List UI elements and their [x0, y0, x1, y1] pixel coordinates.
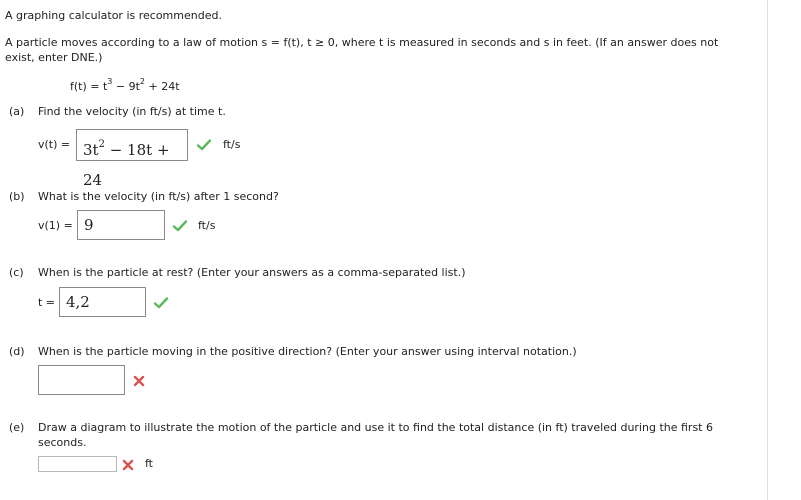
function-exp2: 2	[139, 77, 146, 86]
part-d-letter: (d)	[9, 345, 25, 358]
velocity-at-1-answer-box[interactable]: 9	[77, 210, 165, 240]
function-definition	[70, 77, 180, 93]
velocity-answer-rest: − 18t + 24	[83, 141, 170, 189]
total-distance-answer-box[interactable]	[38, 456, 117, 472]
check-icon	[173, 220, 187, 232]
content-right-border	[767, 0, 768, 500]
part-d-question: When is the particle moving in the positive direction? (Enter your answer using interval notation.)	[38, 345, 577, 358]
function-mid: − 9t	[112, 80, 140, 93]
part-e-unit: ft	[145, 457, 153, 470]
part-c-prefix: t =	[38, 296, 56, 309]
part-a-prefix: v(t) =	[38, 138, 71, 151]
calculator-recommendation: A graphing calculator is recommended.	[5, 9, 222, 22]
part-e-question-line2: seconds.	[38, 436, 87, 449]
rest-times-answer-box[interactable]: 4,2	[59, 287, 146, 317]
part-c-question: When is the particle at rest? (Enter your answers as a comma-separated list.)	[38, 266, 466, 279]
part-e-letter: (e)	[9, 421, 25, 434]
part-c-letter: (c)	[9, 266, 24, 279]
part-a-letter: (a)	[9, 105, 25, 118]
part-b-unit: ft/s	[198, 219, 216, 232]
problem-intro-line1: A particle moves according to a law of motion s = f(t), t ≥ 0, where t is measured in seconds and s in feet. (If an answer does not	[5, 36, 719, 49]
velocity-answer-box[interactable]	[76, 129, 188, 189]
part-a-question: Find the velocity (in ft/s) at time t.	[38, 105, 226, 118]
function-lhs: f(t) = t	[70, 80, 108, 93]
x-icon	[133, 375, 145, 387]
positive-direction-answer-box[interactable]	[38, 365, 125, 395]
part-b-prefix: v(1) =	[38, 219, 73, 232]
velocity-answer-base: 3t	[83, 141, 99, 159]
part-a-unit: ft/s	[223, 138, 241, 151]
problem-intro-line2: exist, enter DNE.)	[5, 51, 103, 64]
check-icon	[197, 139, 211, 151]
part-e-question-line1: Draw a diagram to illustrate the motion of the particle and use it to find the total distance (in ft) traveled during the first 6	[38, 421, 713, 434]
velocity-answer-exp: 2	[98, 139, 105, 150]
part-b-question: What is the velocity (in ft/s) after 1 second?	[38, 190, 279, 203]
function-exp1: 3	[107, 77, 113, 86]
function-rhs: + 24t	[145, 80, 180, 93]
check-icon	[154, 297, 168, 309]
x-icon	[122, 459, 134, 471]
part-b-letter: (b)	[9, 190, 25, 203]
